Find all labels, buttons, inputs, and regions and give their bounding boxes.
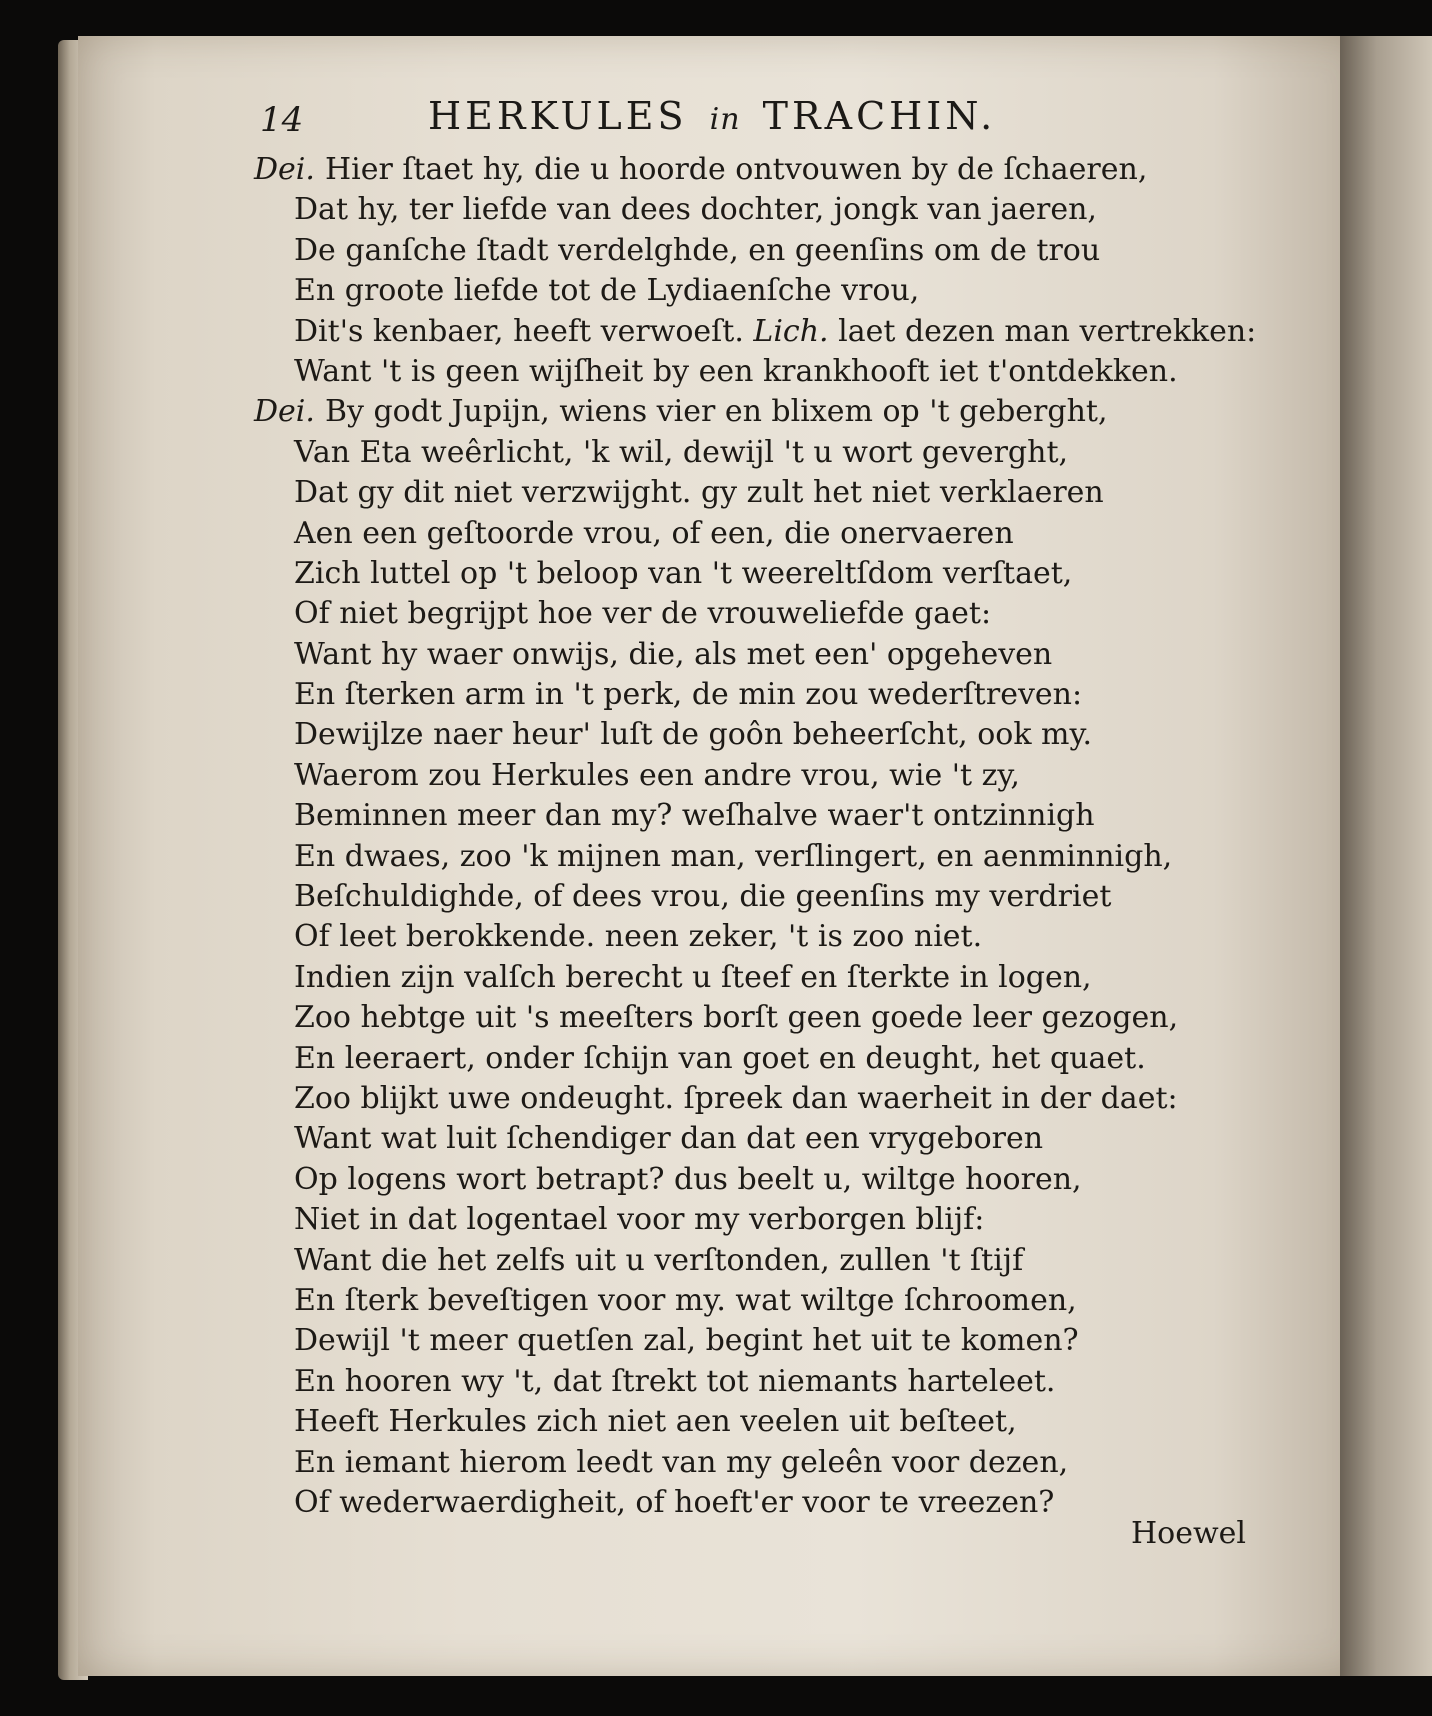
verse-line [254, 1402, 1274, 1442]
verse-line [254, 1362, 1274, 1402]
verse-text: Van Eta weêrlicht, 'k wil, dewijl 't u wort geverght, [294, 434, 1069, 470]
verse-text: Zich luttel op 't beloop van 't weereltſdom verſtaet, [294, 555, 1073, 591]
verse-text: Beſchuldighde, of dees vrou, die geenſins my verdriet [294, 879, 1112, 915]
page-number: 14 [260, 100, 304, 140]
verse-line [254, 514, 1274, 554]
verse-line [254, 958, 1274, 998]
verse-line [254, 1200, 1274, 1240]
verse-text: Want wat luit ſchendiger dan dat een vrygeboren [294, 1121, 1044, 1157]
speaker-label: Dei. [254, 152, 315, 187]
verse-text: Dit's kenbaer, heeft verwoeſt. [294, 313, 744, 349]
verse-line [254, 1483, 1274, 1523]
verse-text: En leeraert, onder ſchijn van goet en deught, het quaet. [294, 1040, 1146, 1076]
verse-text: Beminnen meer dan my? weſhalve waer't ontzinnigh [294, 798, 1095, 834]
book-gutter [1340, 36, 1432, 1676]
page-title [428, 94, 996, 138]
verse-text: Dewijl 't meer quetſen zal, begint het uit te komen? [294, 1323, 1079, 1359]
verse-line [254, 433, 1274, 473]
verse-line [254, 594, 1274, 634]
verse-line [254, 1443, 1274, 1483]
verse-text: laet dezen man vertrekken: [838, 313, 1257, 349]
verse-text: En groote liefde tot de Lydiaenſche vrou, [294, 273, 920, 309]
verse-line [254, 392, 1274, 432]
verse-text: Want die het zelfs uit u verſtonden, zullen 't ſtijf [294, 1242, 1024, 1278]
verse-text: Hier ſtaet hy, die u hoorde ontvouwen by de ſchaeren, [324, 152, 1148, 187]
verse-line [254, 1079, 1274, 1119]
verse-text: Want hy waer onwijs, die, als met een' opgeheven [294, 636, 1053, 672]
verse-text: Dat gy dit niet verzwijght. gy zult het niet verklaeren [294, 475, 1104, 511]
running-head [260, 94, 1120, 144]
verse-line [254, 1241, 1274, 1281]
verse-line [254, 1281, 1274, 1321]
catchword: Hoewel [1130, 1516, 1246, 1551]
verse-line [254, 837, 1274, 877]
verse-line [254, 1039, 1274, 1079]
verse-line [254, 1119, 1274, 1159]
verse-text: En hooren wy 't, dat ſtrekt tot niemants harteleet. [294, 1363, 1056, 1399]
verse-text: Indien zijn valſch berecht u ſteef en ſterkte in logen, [294, 959, 1092, 995]
verse-text: Waerom zou Herkules een andre vrou, wie 't zy, [294, 757, 1020, 793]
verse-text: Zoo blijkt uwe ondeught. ſpreek dan waerheit in der daet: [294, 1080, 1178, 1116]
verse-text: En dwaes, zoo 'k mijnen man, verſlingert, en aenminnigh, [294, 838, 1173, 874]
verse-text: Niet in dat logentael voor my verborgen blijf: [294, 1202, 985, 1238]
verse-text: Want 't is geen wijſheit by een krankhooft iet t'ontdekken. [294, 353, 1178, 389]
verse-line [254, 917, 1274, 957]
title-right: TRACHIN. [762, 94, 997, 138]
speaker-label: Lich. [753, 313, 829, 349]
verse-text: En ſterken arm in 't perk, de min zou wederſtreven: [294, 677, 1083, 713]
verse-text: De ganſche ſtadt verdelghde, en geenſins om de trou [294, 232, 1101, 268]
verse-block [254, 150, 1274, 1523]
verse-text: Heeft Herkules zich niet aen veelen uit beſteet, [294, 1404, 1017, 1440]
verse-text: En iemant hierom leedt van my geleên voor dezen, [294, 1444, 1069, 1480]
verse-text: Dewijlze naer heur' luſt de goôn beheerſcht, ook my. [294, 717, 1092, 753]
verse-text: Of niet begrijpt hoe ver de vrouweliefde gaet: [294, 596, 992, 632]
title-left: HERKULES [428, 94, 688, 138]
speaker-label: Dei. [254, 394, 315, 430]
verse-line [254, 877, 1274, 917]
verse-line [254, 190, 1274, 230]
verse-line [254, 554, 1274, 594]
verse-line [254, 271, 1274, 311]
title-mid: in [709, 102, 741, 137]
verse-line [254, 312, 1274, 352]
verse-line [254, 675, 1274, 715]
verse-line [254, 231, 1274, 271]
verse-text: En ſterk beveſtigen voor my. wat wiltge ſchroomen, [294, 1282, 1077, 1318]
verse-text: Zoo hebtge uit 's meeſters borſt geen goede leer gezogen, [294, 1000, 1179, 1036]
verse-line [254, 635, 1274, 675]
verse-line [254, 150, 1274, 190]
verse-text: Of leet berokkende. neen zeker, 't is zoo niet. [294, 919, 983, 955]
verse-text: Dat hy, ter liefde van dees dochter, jongk van jaeren, [294, 192, 1097, 228]
verse-text: Of wederwaerdigheit, of hoeft'er voor te vreezen? [294, 1484, 1055, 1520]
verse-line [254, 473, 1274, 513]
verse-line [254, 715, 1274, 755]
verse-text: Aen een geſtoorde vrou, of een, die onervaeren [294, 515, 1014, 551]
verse-text: Op logens wort betrapt? dus beelt u, wiltge hooren, [294, 1161, 1082, 1197]
verse-text: By godt Jupijn, wiens vier en blixem op 't geberght, [324, 394, 1108, 430]
verse-line [254, 756, 1274, 796]
verse-line [254, 998, 1274, 1038]
verse-line [254, 796, 1274, 836]
verse-line [254, 1321, 1274, 1361]
verse-line [254, 1160, 1274, 1200]
verse-line [254, 352, 1274, 392]
